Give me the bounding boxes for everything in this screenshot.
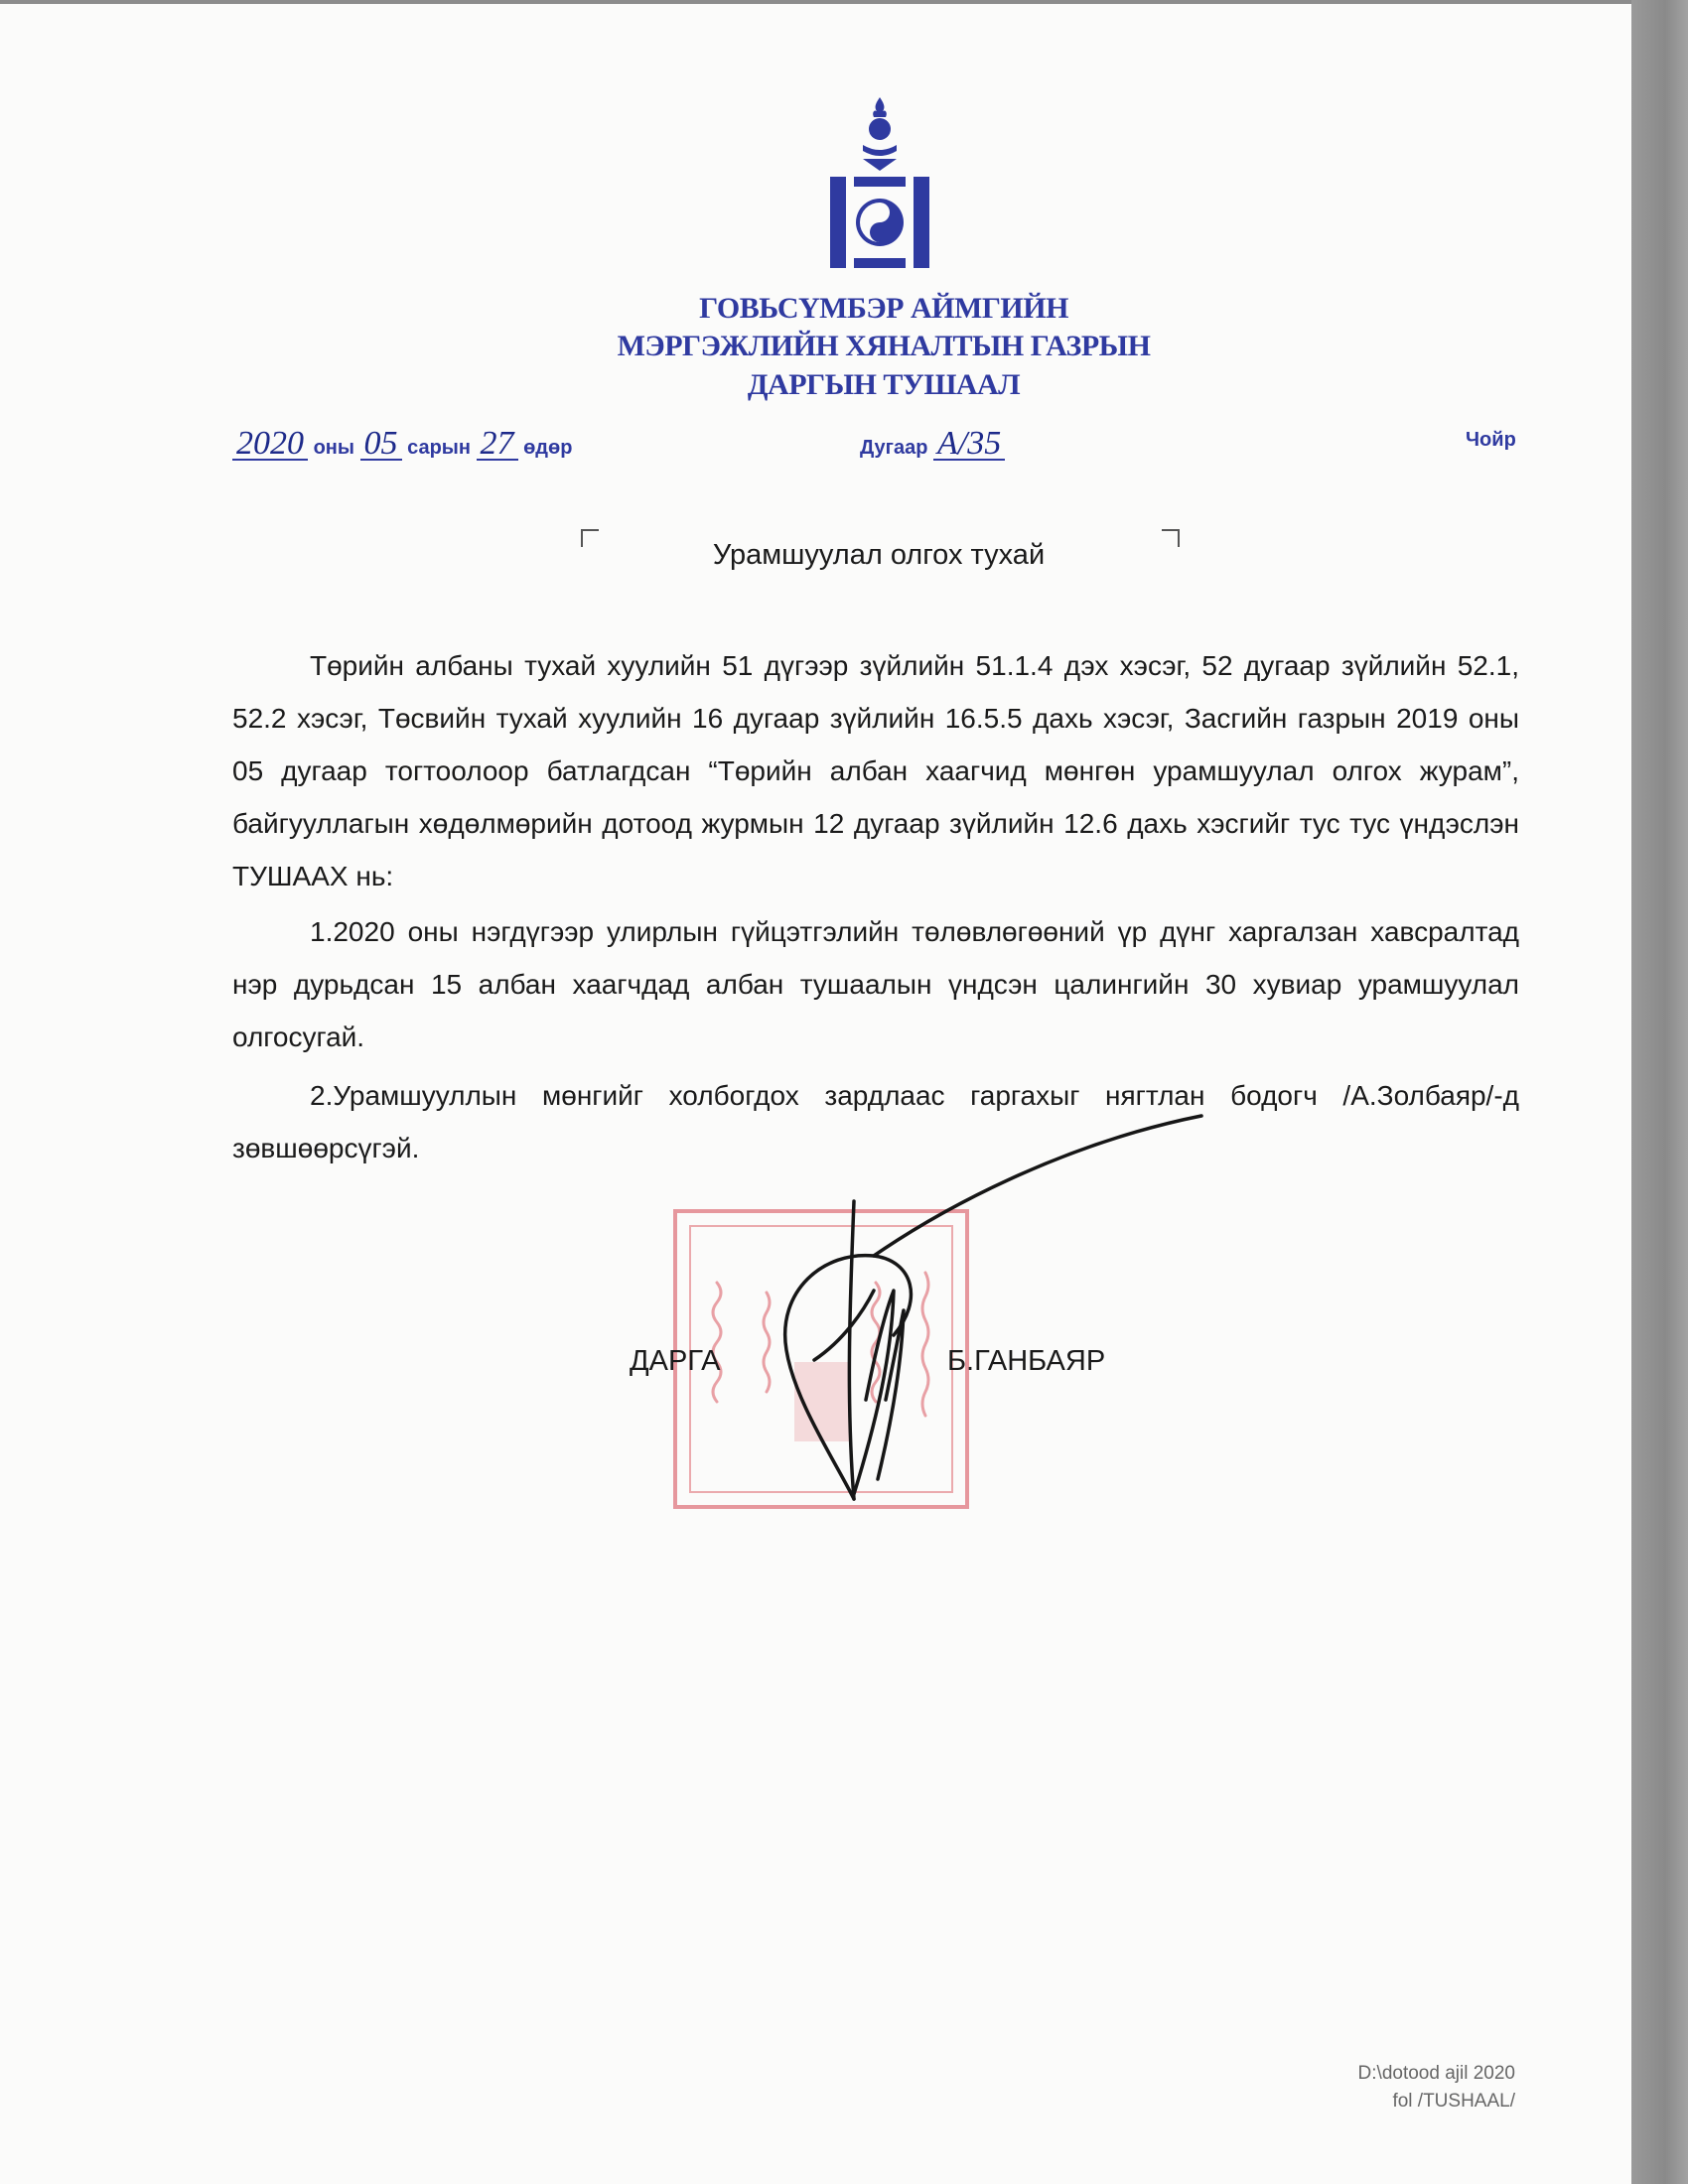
document-subject: Урамшуулал олгох тухай	[712, 539, 1046, 571]
date-year: 2020	[232, 429, 308, 461]
scan-edge-right	[1631, 0, 1688, 2184]
date-year-label: оны	[313, 437, 354, 459]
footer-file-path: D:\dotood ajil 2020	[1357, 2063, 1515, 2084]
body-paragraph-2	[232, 905, 1519, 1063]
number-value: А/35	[933, 429, 1005, 461]
soyombo-emblem-icon	[830, 97, 929, 268]
document-type-title: ДАРГЫН ТУШААЛ	[747, 368, 1021, 401]
body-paragraph-1	[232, 639, 1519, 902]
paragraph-text: Төрийн албаны тухай хуулийн 51 дүгээр зүйлийн 51.1.4 дэх хэсэг, 52 дугаар зүйлийн 52.1, 52.2 хэсэг, Төсвийн тухай хуулийн 16 дугаар зүйлийн 16.5.5 дахь хэсэг, Засгийн газрын 2019 оны 05 дугаар тогтоолоор батлагдсан “Төрийн албан хаагчид мөнгөн урамшуулал олгох журам”, байгууллагын хөдөлмөрийн дотоод журмын 12 дугаар зүйлийн 12.6 дахь хэсгийг тус тус үндэслэн ТУШААХ нь:	[232, 650, 1519, 891]
subject-bracket-right	[1162, 529, 1180, 547]
date-month-label: сарын	[407, 437, 471, 459]
number-label: Дугаар	[860, 437, 928, 459]
document-place: Чойр	[1466, 429, 1516, 451]
paragraph-text: 2.Урамшууллын мөнгийг холбогдох зардлаас гаргахыг нягтлан бодогч /А.Золбаяр/-д зөвшөөрсүгэй.	[232, 1080, 1519, 1163]
date-day-label: өдөр	[523, 437, 573, 459]
document-date	[232, 425, 573, 462]
signatory-title: ДАРГА	[630, 1345, 721, 1377]
footer-folder: fol /TUSHAAL/	[1392, 2091, 1515, 2112]
document-number	[860, 425, 1005, 462]
date-day: 27	[477, 429, 518, 461]
org-name-line-1: ГОВЬСҮМБЭР АЙМГИЙН	[699, 292, 1068, 325]
handwritten-signature-icon	[755, 1102, 1231, 1519]
org-name-line-2: МЭРГЭЖЛИЙН ХЯНАЛТЫН ГАЗРЫН	[617, 330, 1151, 362]
paragraph-text: 1.2020 оны нэгдүгээр улирлын гүйцэтгэлийн төлөвлөгөөний үр дүнг харгалзан хавсралтад нэр дурьдсан 15 албан хаагчдад албан тушаалын үндсэн цалингийн 30 хувиар урамшуулал олгосугай.	[232, 916, 1519, 1052]
signatory-name: Б.ГАНБАЯР	[947, 1345, 1106, 1377]
date-month: 05	[360, 429, 402, 461]
scan-edge-top	[0, 0, 1631, 4]
